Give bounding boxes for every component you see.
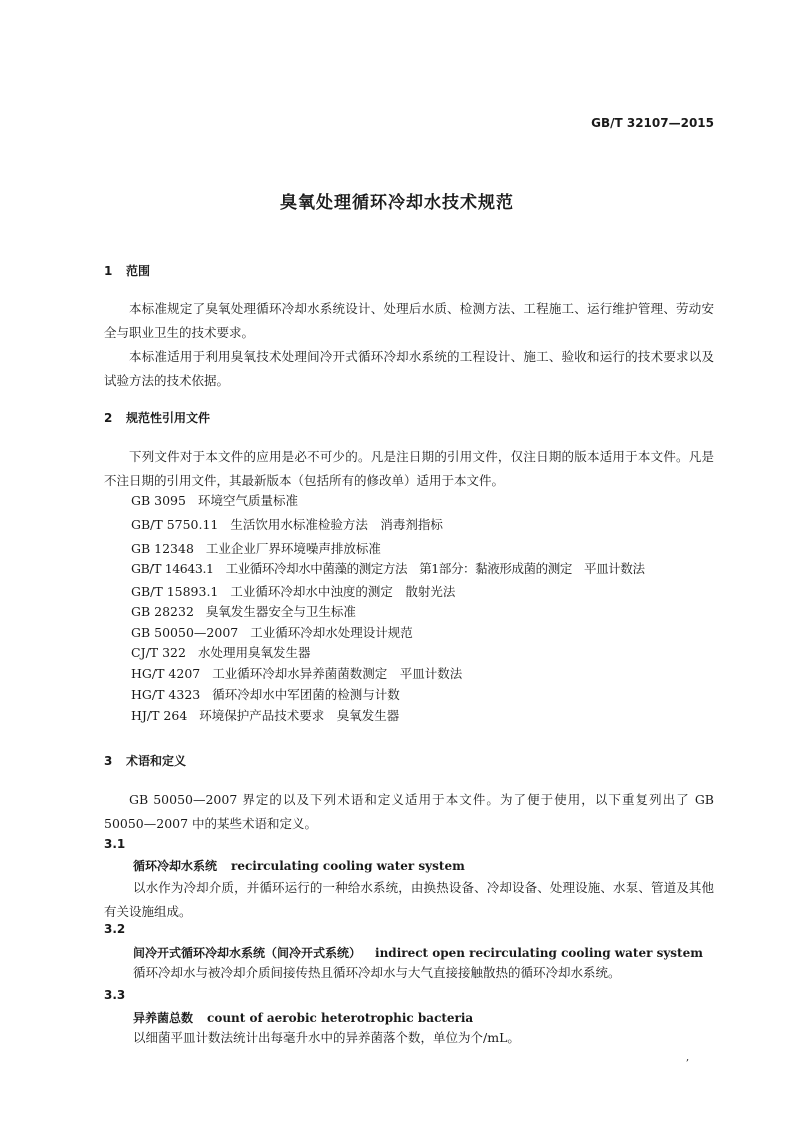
reference-code: CJ/T 322 xyxy=(131,645,186,660)
reference-item xyxy=(131,513,443,537)
section-number: 2 xyxy=(104,411,113,425)
section-2-heading xyxy=(104,409,210,426)
term-definition: 以细菌平皿计数法统计出每毫升水中的异养菌落个数，单位为个/mL。 xyxy=(133,1030,520,1045)
reference-code: GB 28232 xyxy=(131,604,194,619)
reference-code: GB/T 15893.1 xyxy=(131,584,219,599)
term-number: 3.1 xyxy=(104,837,126,851)
section-title: 范围 xyxy=(126,264,151,278)
reference-title: 工业循环冷却水处理设计规范 xyxy=(250,625,413,640)
reference-title: 工业循环冷却水异养菌菌数测定 平皿计数法 xyxy=(212,666,463,681)
reference-title: 工业企业厂界环境噪声排放标准 xyxy=(205,541,381,556)
term-chinese: 循环冷却水系统 xyxy=(133,859,218,873)
reference-title: 循环冷却水中军团菌的检测与计数 xyxy=(212,687,400,702)
term-heading xyxy=(133,1009,473,1026)
references-intro: 下列文件对于本文件的应用是必不可少的。凡是注日期的引用文件，仅注日期的版本适用于本文件。凡是不注日期的引用文件，其最新版本（包括所有的修改单）适用于本文件。 xyxy=(104,449,714,488)
scope-paragraph-1: 本标准规定了臭氧处理循环冷却水系统设计、处理后水质、检测方法、工程施工、运行维护管理、劳动安全与职业卫生的技术要求。 xyxy=(104,301,714,340)
reference-code: HG/T 4207 xyxy=(131,666,201,681)
reference-title: 工业循环冷却水中菌藻的测定方法 第1部分：黏液形成菌的测定 平皿计数法 xyxy=(225,561,645,576)
term-heading xyxy=(133,857,465,874)
reference-code: GB 12348 xyxy=(131,541,194,556)
scope-paragraph-2: 本标准适用于利用臭氧技术处理间冷开式循环冷却水系统的工程设计、施工、验收和运行的技术要求以及试验方法的技术依据。 xyxy=(104,349,714,388)
reference-title: 工业循环冷却水中浊度的测定 散射光法 xyxy=(230,584,456,599)
reference-code: GB/T 14643.1 xyxy=(131,561,214,576)
term-heading xyxy=(133,944,703,961)
term-definition: 循环冷却水与被冷却介质间接传热且循环冷却水与大气直接接触散热的循环冷却水系统。 xyxy=(133,965,621,980)
reference-item xyxy=(131,704,399,728)
reference-title: 水处理用臭氧发生器 xyxy=(197,645,311,660)
standard-number: GB/T 32107—2015 xyxy=(591,116,714,130)
term-number: 3.3 xyxy=(104,988,126,1002)
reference-item xyxy=(131,557,645,581)
reference-code: GB 50050—2007 xyxy=(131,625,239,640)
section-number: 1 xyxy=(104,264,113,278)
reference-code: GB 3095 xyxy=(131,493,186,508)
term-chinese: 间冷开式循环冷却水系统（间冷开式系统） xyxy=(133,946,362,960)
section-1-heading xyxy=(104,262,150,279)
reference-title: 生活饮用水标准检验方法 消毒剂指标 xyxy=(230,517,443,532)
term-english: recirculating cooling water system xyxy=(231,859,465,873)
term-chinese: 异养菌总数 xyxy=(133,1011,194,1025)
reference-code: HG/T 4323 xyxy=(131,687,201,702)
term-number: 3.2 xyxy=(104,922,126,936)
section-3-heading xyxy=(104,752,186,769)
term-definition: 以水作为冷却介质，并循环运行的一种给水系统，由换热设备、冷却设备、处理设施、水泵、管道及其他有关设施组成。 xyxy=(104,880,714,919)
reference-title: 环境保护产品技术要求 臭氧发生器 xyxy=(199,708,400,723)
reference-item xyxy=(131,489,298,513)
term-english: indirect open recirculating cooling water system xyxy=(375,946,703,960)
page-mark: , xyxy=(686,1052,690,1063)
section-title: 规范性引用文件 xyxy=(126,411,211,425)
reference-title: 环境空气质量标准 xyxy=(197,493,298,508)
section-title: 术语和定义 xyxy=(126,754,187,768)
reference-code: GB/T 5750.11 xyxy=(131,517,219,532)
reference-title: 臭氧发生器安全与卫生标准 xyxy=(205,604,356,619)
terms-intro: GB 50050—2007 界定的以及下列术语和定义适用于本文件。为了便于使用，以下重复列出了 GB 50050—2007 中的某些术语和定义。 xyxy=(104,792,714,831)
term-english: count of aerobic heterotrophic bacteria xyxy=(207,1011,474,1025)
section-number: 3 xyxy=(104,754,113,768)
document-title: 臭氧处理循环冷却水技术规范 xyxy=(280,193,514,213)
reference-code: HJ/T 264 xyxy=(131,708,188,723)
